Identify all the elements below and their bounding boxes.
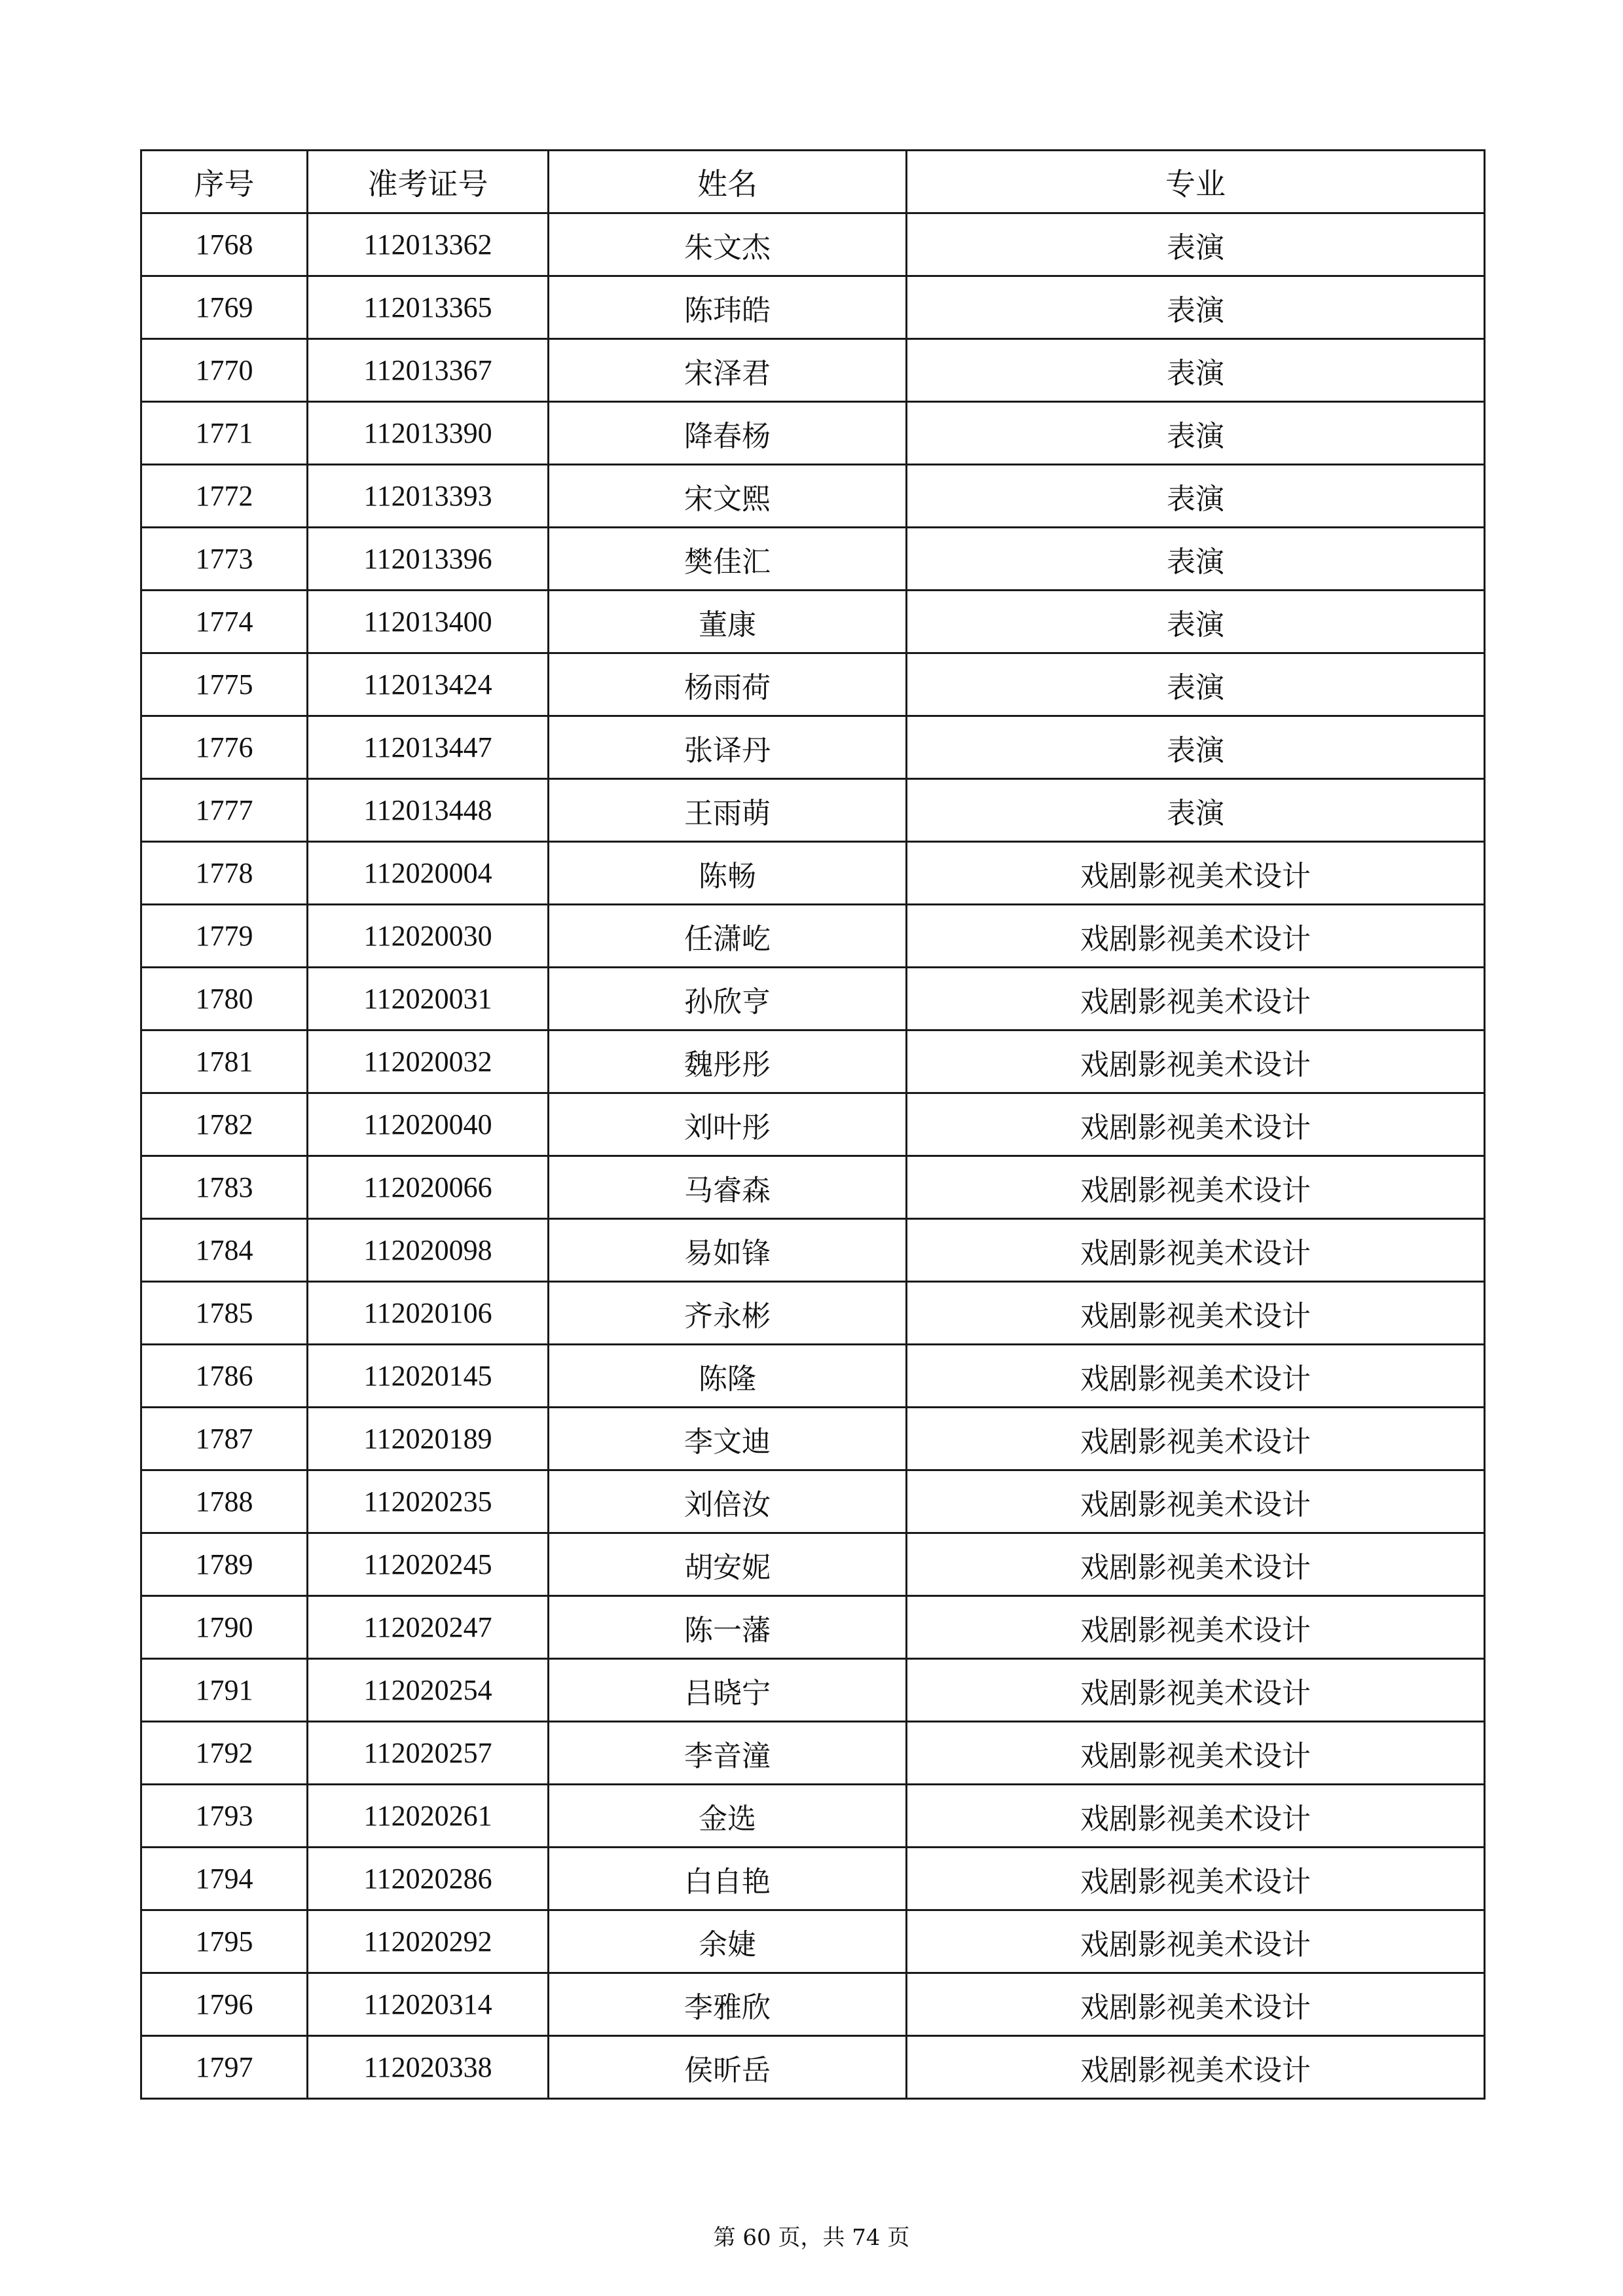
cell-exam-id: 112020004: [308, 842, 549, 905]
cell-major: 表演: [907, 213, 1485, 276]
cell-major: 戏剧影视美术设计: [907, 1848, 1485, 1910]
header-name: 姓名: [549, 151, 907, 213]
cell-name: 张译丹: [549, 716, 907, 779]
cell-serial-number: 1775: [141, 653, 308, 716]
cell-major: 戏剧影视美术设计: [907, 1408, 1485, 1470]
cell-serial-number: 1797: [141, 2036, 308, 2099]
cell-exam-id: 112013393: [308, 465, 549, 528]
cell-major: 戏剧影视美术设计: [907, 1722, 1485, 1785]
table-row: [141, 1533, 1485, 1596]
cell-serial-number: 1776: [141, 716, 308, 779]
cell-name: 侯昕岳: [549, 2036, 907, 2099]
cell-major: 表演: [907, 716, 1485, 779]
cell-name: 刘倍汝: [549, 1470, 907, 1533]
cell-name: 樊佳汇: [549, 528, 907, 591]
cell-name: 朱文杰: [549, 213, 907, 276]
table-row: [141, 1219, 1485, 1282]
table-row: [141, 1030, 1485, 1093]
cell-serial-number: 1777: [141, 779, 308, 842]
cell-major: 表演: [907, 402, 1485, 465]
cell-name: 陈畅: [549, 842, 907, 905]
cell-exam-id: 112020292: [308, 1910, 549, 1973]
cell-serial-number: 1768: [141, 213, 308, 276]
table-row: [141, 276, 1485, 339]
cell-name: 降春杨: [549, 402, 907, 465]
cell-exam-id: 112020235: [308, 1470, 549, 1533]
header-serial-number: 序号: [141, 151, 308, 213]
table-row: [141, 1408, 1485, 1470]
cell-name: 董康: [549, 591, 907, 653]
cell-exam-id: 112020098: [308, 1219, 549, 1282]
table-body: [141, 213, 1485, 2099]
cell-name: 李文迪: [549, 1408, 907, 1470]
cell-serial-number: 1771: [141, 402, 308, 465]
cell-serial-number: 1782: [141, 1093, 308, 1156]
cell-name: 马睿森: [549, 1156, 907, 1219]
cell-major: 表演: [907, 339, 1485, 402]
cell-serial-number: 1769: [141, 276, 308, 339]
cell-name: 金选: [549, 1785, 907, 1848]
cell-serial-number: 1793: [141, 1785, 308, 1848]
cell-major: 表演: [907, 591, 1485, 653]
cell-serial-number: 1792: [141, 1722, 308, 1785]
cell-serial-number: 1772: [141, 465, 308, 528]
cell-name: 杨雨荷: [549, 653, 907, 716]
table-row: [141, 1973, 1485, 2036]
cell-major: 戏剧影视美术设计: [907, 1093, 1485, 1156]
cell-serial-number: 1788: [141, 1470, 308, 1533]
cell-serial-number: 1786: [141, 1345, 308, 1408]
cell-exam-id: 112020261: [308, 1785, 549, 1848]
cell-serial-number: 1773: [141, 528, 308, 591]
cell-name: 吕晓宁: [549, 1659, 907, 1722]
cell-name: 余婕: [549, 1910, 907, 1973]
table-row: [141, 968, 1485, 1030]
cell-serial-number: 1778: [141, 842, 308, 905]
cell-exam-id: 112020257: [308, 1722, 549, 1785]
cell-exam-id: 112020314: [308, 1973, 549, 2036]
cell-major: 戏剧影视美术设计: [907, 1910, 1485, 1973]
cell-exam-id: 112013362: [308, 213, 549, 276]
cell-major: 戏剧影视美术设计: [907, 1973, 1485, 2036]
table-row: [141, 465, 1485, 528]
cell-exam-id: 112020145: [308, 1345, 549, 1408]
cell-name: 宋文熙: [549, 465, 907, 528]
cell-serial-number: 1781: [141, 1030, 308, 1093]
cell-serial-number: 1789: [141, 1533, 308, 1596]
cell-exam-id: 112020245: [308, 1533, 549, 1596]
cell-major: 戏剧影视美术设计: [907, 842, 1485, 905]
cell-name: 刘叶彤: [549, 1093, 907, 1156]
cell-name: 孙欣亨: [549, 968, 907, 1030]
table-row: [141, 339, 1485, 402]
table-row: [141, 528, 1485, 591]
cell-major: 戏剧影视美术设计: [907, 1282, 1485, 1345]
cell-name: 易如锋: [549, 1219, 907, 1282]
cell-major: 戏剧影视美术设计: [907, 1785, 1485, 1848]
header-major: 专业: [907, 151, 1485, 213]
table-row: [141, 1596, 1485, 1659]
cell-name: 魏彤彤: [549, 1030, 907, 1093]
table-row: [141, 842, 1485, 905]
cell-name: 陈一藩: [549, 1596, 907, 1659]
cell-exam-id: 112013390: [308, 402, 549, 465]
cell-major: 戏剧影视美术设计: [907, 2036, 1485, 2099]
cell-major: 戏剧影视美术设计: [907, 905, 1485, 968]
table-row: [141, 1470, 1485, 1533]
cell-major: 戏剧影视美术设计: [907, 1156, 1485, 1219]
table-row: [141, 1156, 1485, 1219]
cell-serial-number: 1790: [141, 1596, 308, 1659]
table-row: [141, 1848, 1485, 1910]
cell-exam-id: 112013367: [308, 339, 549, 402]
cell-exam-id: 112013424: [308, 653, 549, 716]
table-row: [141, 1345, 1485, 1408]
table-row: [141, 716, 1485, 779]
cell-major: 戏剧影视美术设计: [907, 1659, 1485, 1722]
cell-major: 戏剧影视美术设计: [907, 1596, 1485, 1659]
table-row: [141, 1785, 1485, 1848]
cell-major: 戏剧影视美术设计: [907, 1030, 1485, 1093]
page-footer: 第 60 页，共 74 页: [713, 2225, 910, 2251]
table-row: [141, 779, 1485, 842]
table-header-row: [141, 151, 1485, 213]
admission-list-table: [140, 149, 1486, 2100]
cell-serial-number: 1780: [141, 968, 308, 1030]
table-row: [141, 905, 1485, 968]
cell-major: 表演: [907, 653, 1485, 716]
table-row: [141, 213, 1485, 276]
table-row: [141, 1910, 1485, 1973]
cell-name: 王雨萌: [549, 779, 907, 842]
cell-exam-id: 112020286: [308, 1848, 549, 1910]
table-row: [141, 653, 1485, 716]
cell-exam-id: 112020189: [308, 1408, 549, 1470]
table-row: [141, 1093, 1485, 1156]
cell-exam-id: 112020040: [308, 1093, 549, 1156]
cell-exam-id: 112020338: [308, 2036, 549, 2099]
table-row: [141, 2036, 1485, 2099]
cell-name: 陈隆: [549, 1345, 907, 1408]
cell-major: 戏剧影视美术设计: [907, 1470, 1485, 1533]
table-row: [141, 1659, 1485, 1722]
cell-name: 齐永彬: [549, 1282, 907, 1345]
cell-exam-id: 112013448: [308, 779, 549, 842]
cell-serial-number: 1785: [141, 1282, 308, 1345]
cell-serial-number: 1791: [141, 1659, 308, 1722]
cell-major: 戏剧影视美术设计: [907, 1345, 1485, 1408]
table-row: [141, 1722, 1485, 1785]
cell-exam-id: 112020031: [308, 968, 549, 1030]
cell-name: 任潇屹: [549, 905, 907, 968]
cell-major: 表演: [907, 276, 1485, 339]
cell-name: 李音潼: [549, 1722, 907, 1785]
cell-exam-id: 112020254: [308, 1659, 549, 1722]
cell-major: 表演: [907, 465, 1485, 528]
table-row: [141, 1282, 1485, 1345]
cell-name: 白自艳: [549, 1848, 907, 1910]
cell-serial-number: 1787: [141, 1408, 308, 1470]
cell-exam-id: 112020247: [308, 1596, 549, 1659]
cell-name: 宋泽君: [549, 339, 907, 402]
cell-exam-id: 112020066: [308, 1156, 549, 1219]
table-row: [141, 591, 1485, 653]
cell-exam-id: 112013365: [308, 276, 549, 339]
cell-major: 表演: [907, 528, 1485, 591]
cell-exam-id: 112013447: [308, 716, 549, 779]
cell-major: 戏剧影视美术设计: [907, 1219, 1485, 1282]
cell-serial-number: 1794: [141, 1848, 308, 1910]
table-row: [141, 402, 1485, 465]
cell-serial-number: 1783: [141, 1156, 308, 1219]
cell-exam-id: 112013396: [308, 528, 549, 591]
cell-serial-number: 1796: [141, 1973, 308, 2036]
cell-name: 李雅欣: [549, 1973, 907, 2036]
cell-major: 表演: [907, 779, 1485, 842]
cell-serial-number: 1779: [141, 905, 308, 968]
cell-major: 戏剧影视美术设计: [907, 968, 1485, 1030]
cell-serial-number: 1795: [141, 1910, 308, 1973]
cell-exam-id: 112013400: [308, 591, 549, 653]
cell-major: 戏剧影视美术设计: [907, 1533, 1485, 1596]
cell-name: 胡安妮: [549, 1533, 907, 1596]
cell-exam-id: 112020030: [308, 905, 549, 968]
cell-name: 陈玮皓: [549, 276, 907, 339]
cell-exam-id: 112020032: [308, 1030, 549, 1093]
cell-serial-number: 1774: [141, 591, 308, 653]
cell-serial-number: 1770: [141, 339, 308, 402]
header-exam-id: 准考证号: [308, 151, 549, 213]
cell-exam-id: 112020106: [308, 1282, 549, 1345]
cell-serial-number: 1784: [141, 1219, 308, 1282]
